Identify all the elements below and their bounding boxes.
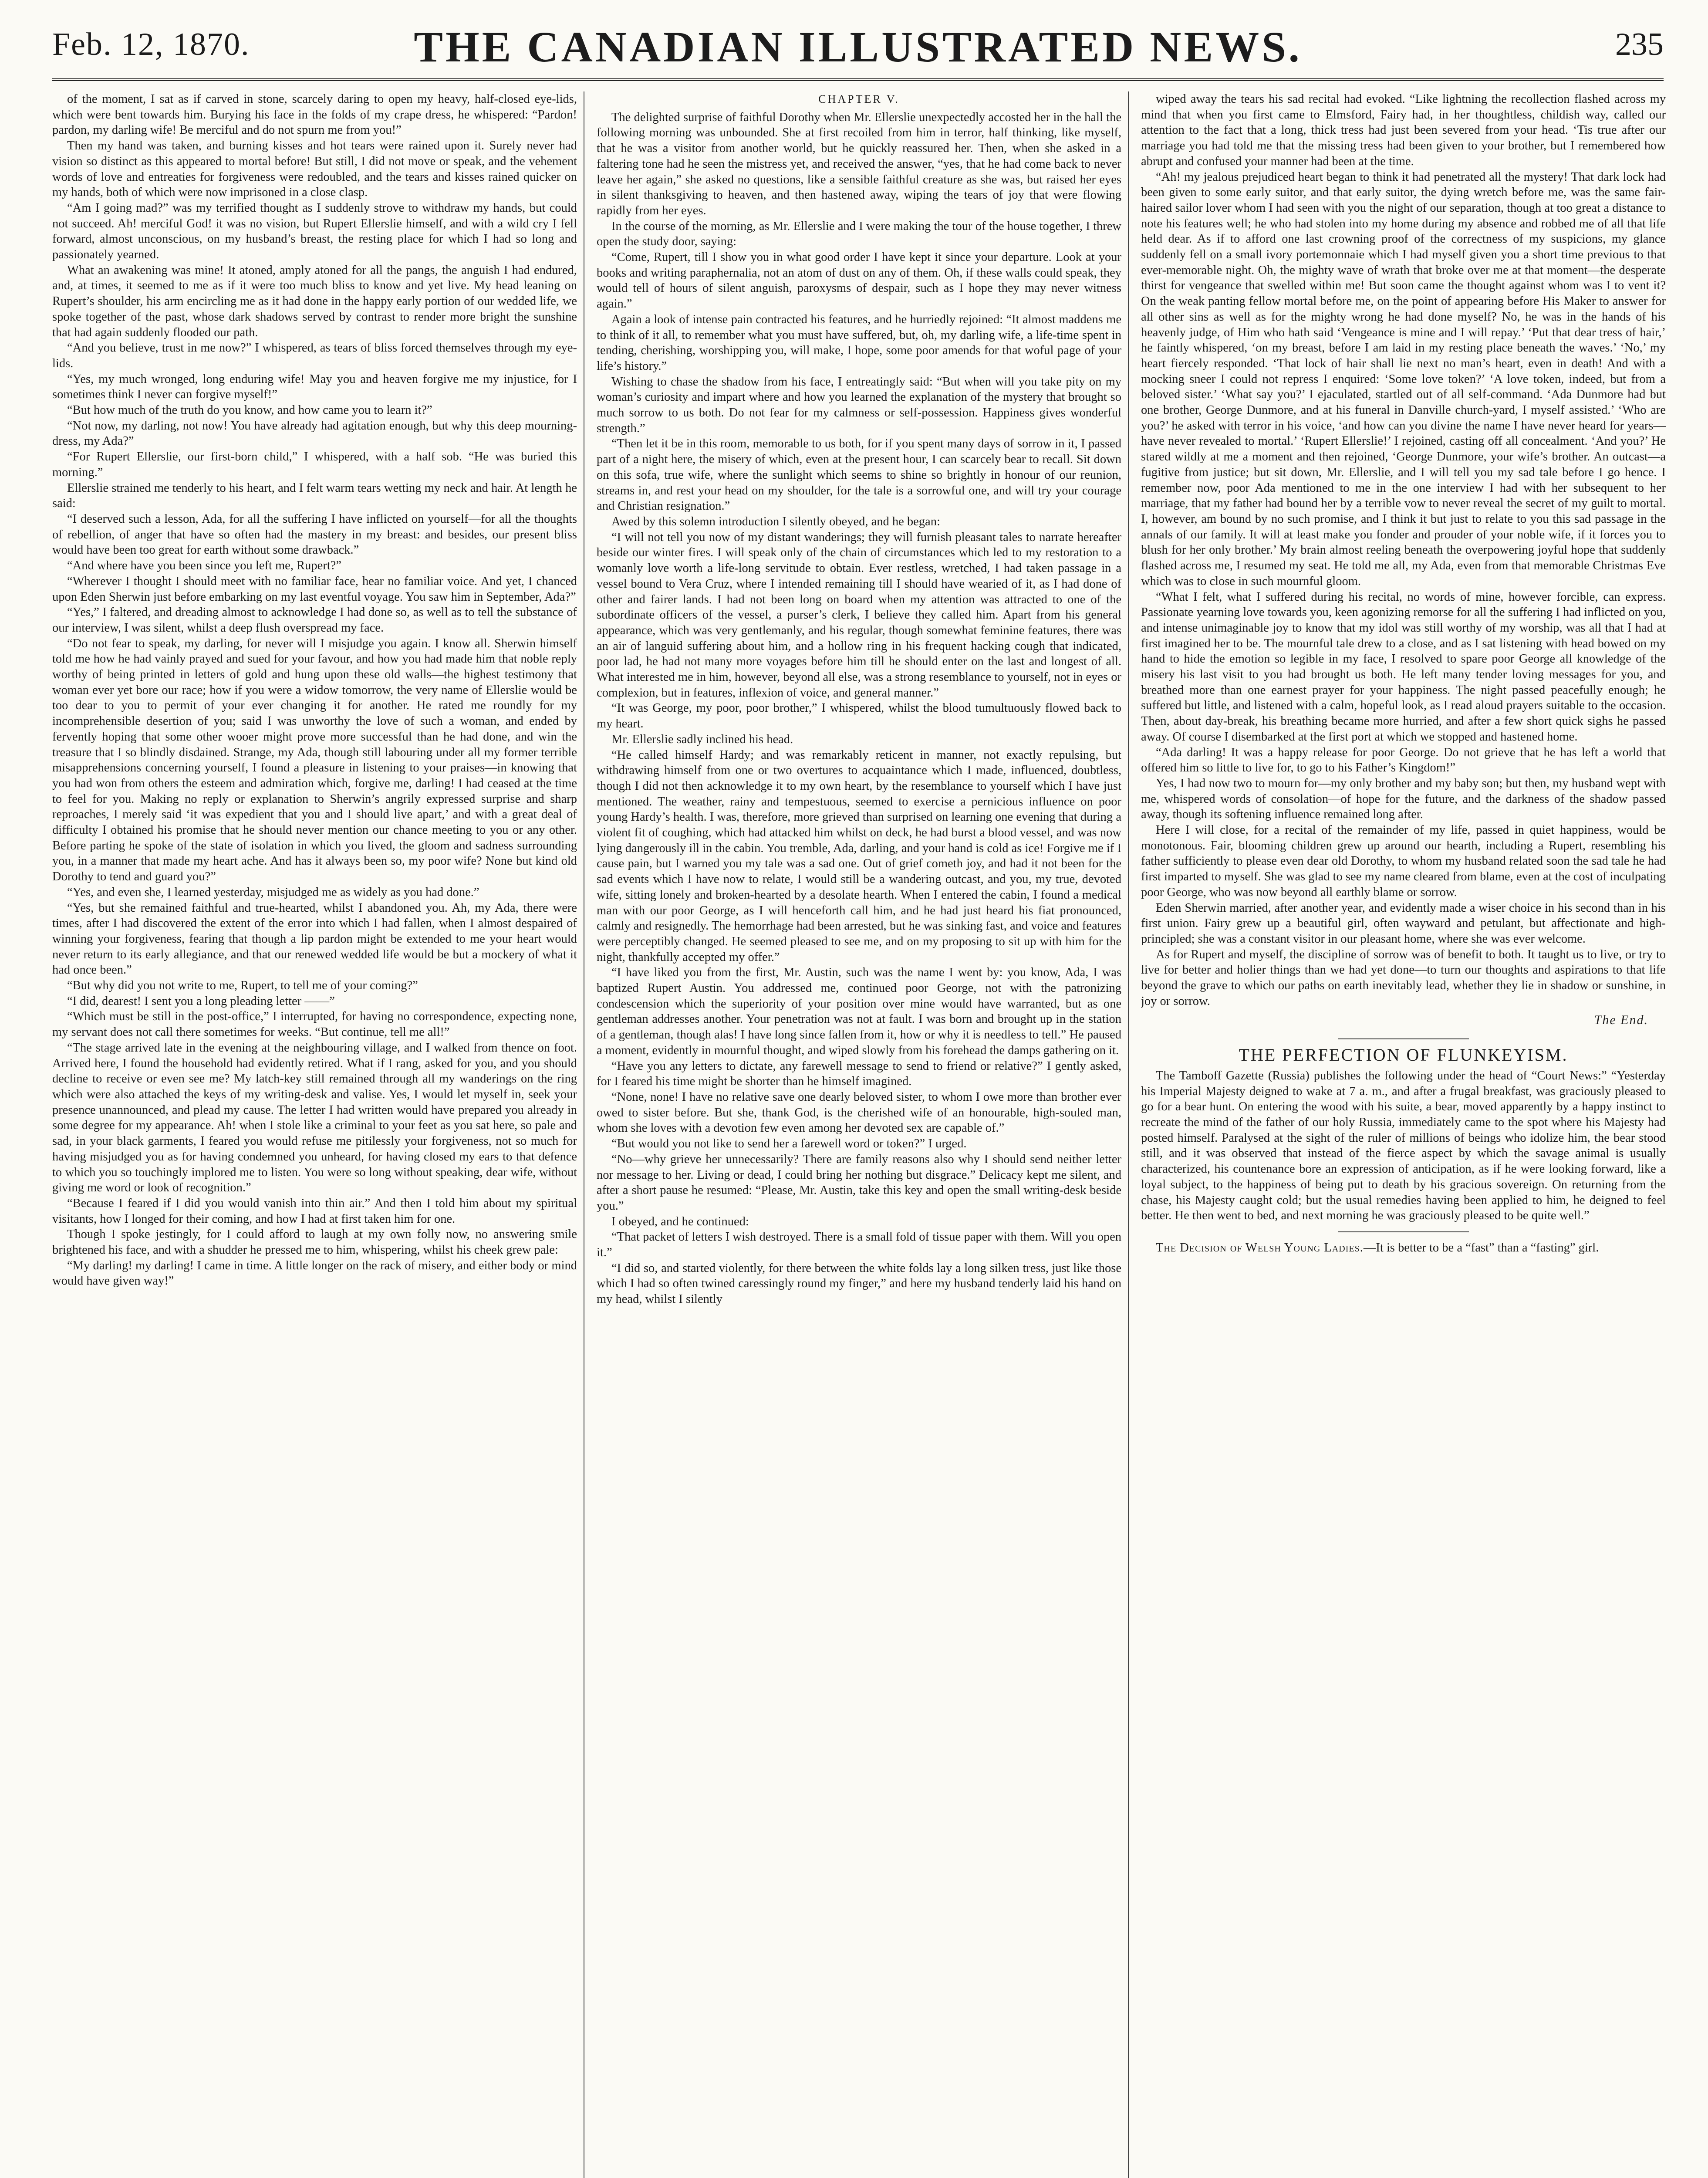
masthead <box>52 17 1664 81</box>
brief-lead: The Decision of Welsh Young Ladies. <box>1156 1241 1364 1255</box>
paragraph: “Ada darling! It was a happy release for poor George. Do not grieve that he has left a world that offered him so little to live for, to go to his Father’s Kingdom!” <box>1141 745 1666 775</box>
chapter-heading: CHAPTER V. <box>818 93 900 105</box>
section-separator <box>1338 1038 1469 1039</box>
paragraph: “That packet of letters I wish destroyed. There is a small fold of tissue paper with them. Will you open it.” <box>597 1230 1121 1260</box>
paragraph: The delighted surprise of faithful Dorothy when Mr. Ellerslie unexpectedly accosted her in the hall the following morning was unbounded. She at first recoiled from him in terror, half thinking, like myself, that he was a visitor from another world, but he quickly reassured her. Then, when she asked in a faltering tone had he seen the mistress yet, and received the answer, “yes, that he had come back to never leave her again,” she asked no questions, like a sensible faithful creature as she was, but raised her eyes in silent thanksgiving to heaven, and then hastened away, wiping the tears of joy that were flowing rapidly from her eyes. <box>597 110 1121 217</box>
paragraph: Awed by this solemn introduction I silently obeyed, and he began: <box>611 514 940 528</box>
newspaper-title: THE CANADIAN ILLUSTRATED NEWS. <box>414 23 1302 71</box>
column-divider <box>1128 91 1129 2178</box>
paragraph: Ellerslie strained me tenderly to his heart, and I felt warm tears wetting my neck and hair. At length he said: <box>52 481 577 511</box>
paragraph: In the course of the morning, as Mr. Ellerslie and I were making the tour of the house together, I threw open the study door, saying: <box>597 219 1121 249</box>
paragraph: “Wherever I thought I should meet with no familiar face, hear no familiar voice. And yet, I chanced upon Eden Sherwin just before embarking on my last eventful voyage. You saw him in September, Ada?” <box>52 574 577 604</box>
paragraph: “None, none! I have no relative save one dearly beloved sister, to whom I owe more than brother ever owed to sister before. But she, thank God, is the cherished wife of an honourable, high-souled man, whom she loves with a devotion few even among her devoted sex are capable of.” <box>597 1090 1121 1135</box>
paragraph: “Yes, and even she, I learned yesterday, misjudged me as widely as you had done.” <box>67 885 479 899</box>
paragraph: Again a look of intense pain contracted his features, and he hurriedly rejoined: “It almost maddens me to think of it all, to remember what you must have suffered, but, oh, my darling wife, a life-time spent in tending, cherishing, worshipping you, will make, I hope, some poor amends for that woful page of your life’s history.” <box>597 312 1121 373</box>
paragraph: “Not now, my darling, not now! You have already had agitation enough, but why this deep mourning-dress, my Ada?” <box>52 419 577 448</box>
paragraph: Mr. Ellerslie sadly inclined his head. <box>611 732 793 746</box>
section-separator <box>1338 1231 1469 1232</box>
paragraph: “I did so, and started violently, for there between the white folds lay a long silken tress, just like those which I had so often twined caressingly round my finger,” and here my husband tenderly laid his hand on my head, whilst I silently <box>597 1261 1121 1306</box>
paragraph: “The stage arrived late in the evening at the neighbouring village, and I walked from thence on foot. Arrived here, I found the household had evidently retired. What if I rang, asked for you, and you should decline to receive or even see me? My latch-key still remained through all my wanderings on the ring which were also attached the keys of my writing-desk and valise. Yes, I would let myself in, seek your presence unannounced, and plead my cause. The letter I had written would have prepared you already in some degree for my appearance. Ah! when I stole like a criminal to your feet as you sat here, so pale and sad, in your black garments, I feared you would refuse me pitilessly your forgiveness, not so much for having misjudged you as for having condemned you unheard, for having closed my ears to that defence to which you so touchingly implored me to listen. You were so long without speaking, dear wife, without giving me word or look of recognition.” <box>52 1041 577 1195</box>
paragraph: “Have you any letters to dictate, any farewell message to send to friend or relative?” I gently asked, for I feared his time might be shorter than he himself imagined. <box>597 1059 1121 1089</box>
paragraph: “But how much of the truth do you know, and how came you to learn it?” <box>67 403 432 417</box>
paragraph: “Yes, but she remained faithful and true-hearted, whilst I abandoned you. Ah, my Ada, there were times, after I had discovered the extent of the error into which I had fallen, when I almost despaired of winning your forgiveness, fearing that though a lip pardon might be extended to me your heart would never return to its early allegiance, and that our renewed wedded life would be but a mockery of what it had once been.” <box>52 901 577 977</box>
paragraph: “I did, dearest! I sent you a long pleading letter ——” <box>67 994 335 1008</box>
paragraph: I obeyed, and he continued: <box>611 1214 749 1228</box>
paragraph: “Because I feared if I did you would vanish into thin air.” And then I told him about my spiritual visitants, how I longed for their coming, and how I had at first taken him for one. <box>52 1196 577 1226</box>
paragraph: Wishing to chase the shadow from his face, I entreatingly said: “But when will you take pity on my woman’s curiosity and impart where and how you learned the explanation of the mystery that brought so much sorrow to us both. Do not fear for my calmness or self-possession. Happiness gives wonderful strength.” <box>597 375 1121 435</box>
paragraph: “What I felt, what I suffered during his recital, no words of mine, however forcible, can express. Passionate yearning love towards you, keen agonizing remorse for all the suffering I had inflicted on you, and intense unimaginable joy to know that my idol was still worthy of my worship, was all that I had at first imagined her to be. The mournful tale drew to a close, and as I sat listening with head bowed on my hand to hide the emotion so legible in my face, I resolved to spare poor George all knowledge of the misery his last visit to you had brought us both. He left many tender loving messages for you, and breathed more than one earnest prayer for your happiness. The night passed peacefully enough; he suffered but little, and listened with a calm, hopeful look, as I read aloud prayers suitable to the occasion. Then, about day-break, his breathing became more hurried, and after a few short quick sighs he passed away. Of course I disembarked at the first port at which we stopped and hastened home. <box>1141 590 1666 744</box>
paragraph: “Which must be still in the post-office,” I interrupted, for having no correspondence, expecting none, my servant does not call there sometimes for weeks. “But continue, tell me all!” <box>52 1010 577 1039</box>
issue-date: Feb. 12, 1870. <box>52 27 250 62</box>
paragraph: “Yes, my much wronged, long enduring wife! May you and heaven forgive me my injustice, for I sometimes think I never can forgive myself!” <box>52 372 577 402</box>
paragraph: “Come, Rupert, till I show you in what good order I have kept it since your departure. Look at your books and writing paraphernalia, not an atom of dust on any of them. Oh, if these walls could speak, they would tell of hours of silent anguish, paroxysms of despair, such as I hope they may never witness again.” <box>597 250 1121 311</box>
story-conclusion <box>1141 91 1666 1009</box>
paragraph: Then my hand was taken, and burning kisses and hot tears were rained upon it. Surely never had vision so distinct as this appeared to mortal before! But still, I did not move or speak, and the vehement words of love and entreaties for forgiveness were redoubled, and the tears and kisses rained quicker on my hands, both of which were now imprisoned in a close clasp. <box>52 139 577 200</box>
paragraph: “I will not tell you now of my distant wanderings; they will furnish pleasant tales to narrate hereafter beside our winter fires. I will speak only of the chain of circumstances which led to my restoration to a womanly love worth a life-long servitude to obtain. Ever restless, wretched, I had taken passage in a vessel bound to Vera Cruz, where I intended remaining till I should have wearied of it, as I had done of other and fairer lands. I had not been long on board when my attention was attracted to one of the subordinate officers of the vessel, a purser’s clerk, I believe they called him. Apart from his general appearance, which was very gentlemanly, and his regular, though somewhat feminine features, there was an air of languid suffering about him, and a hollow ring in his frequent hacking cough that indicated, poor lad, he had not many more voyages before him till he should enter on the last and longest of all. What interested me in him, however, beyond all else, was a strong resemblance to yourself, not in eyes or complexion, but in features, inflexion of voice, and general manner.” <box>597 530 1121 700</box>
paragraph: Though I spoke jestingly, for I could afford to laugh at my own folly now, no answering smile brightened his face, and with a shudder he pressed me to him, whispering, whilst his cheek grew pale: <box>52 1228 577 1257</box>
paragraph: “Do not fear to speak, my darling, for never will I misjudge you again. I know all. Sherwin himself told me how he had vainly prayed and sued for your favour, and how you had made him that noble reply worthy of being printed in letters of gold and hung upon these old walls—the highest testimony that woman ever yet bore our race; how if you were a widow tomorrow, the very name of Ellerslie would be too dear to you to permit of your ever changing it for another. He rated me roundly for my incomprehensible desertion of you; said I was unworthy the love of such a woman, and ended by fervently hoping that some other wooer might prove more successful than he had done, and win the treasure that I so blindly disdained. Strange, my Ada, though still labouring under all my former terrible misapprehensions concerning yourself, I found a pleasure in listening to your praises—in knowing that you had won from others the esteem and admiration which, forgive me, darling! I had ceased at the time to feel for you. Making no reply or explanation to Sherwin’s angrily expressed surprise and sharp reproaches, I merely said ‘it was expedient that you and I should live apart,’ and with a great deal of difficulty I obtained his promise that he should never mention our chance meeting to you or any other. Before parting he spoke of the state of isolation in which you lived, the gloom and sadness surrounding you, in a manner that made my heart ache. And has it always been so, my poor wife? None but kind old Dorothy to tend and guard you?” <box>52 636 577 884</box>
paragraph: The Tamboff Gazette (Russia) publishes the following under the head of “Court News:” “Yesterday his Imperial Majesty deigned to wake at 7 a. m., and after a frugal breakfast, was graciously pleased to go for a bear hunt. On entering the wood with his suite, a bear, moved apparently by a happy instinct to recreate the mind of the father of our holy Russia, immediately came to the spot where his Majesty had posted himself. Paralysed at the sight of the ruler of millions of beings who idolize him, the bear stood still, and it was observed that instead of the fierce aspect by which the savage animal is usually characterized, his countenance bore an expression of anticipation, as if he were looking forward, like a loyal subject, to the happiness of being put to death by his gracious sovereign. On returning from the chase, his Majesty caught cold; but the usual remedies having been applied to him, he deigned to feel better. He then went to bed, and next morning he was graciously pleased to be quite well.” <box>1141 1069 1666 1223</box>
paragraph: As for Rupert and myself, the discipline of sorrow was of benefit to both. It taught us to live, or try to live for better and holier things than we had yet done—to turn our thoughts and aspirations to that life beyond the grave to which our paths on earth inevitably lead, whether they lie in shadow or sunshine, in joy or sorrow. <box>1141 947 1666 1008</box>
left-column <box>52 91 577 2178</box>
paragraph: Yes, I had now two to mourn for—my only brother and my baby son; but then, my husband wept with me, whispered words of consolation—of hope for the future, and the darkness of the shadow passed away, though its softening influence remained long after. <box>1141 776 1666 822</box>
right-column <box>1141 91 1666 2178</box>
paragraph: “For Rupert Ellerslie, our first-born child,” I whispered, with a half sob. “He was buried this morning.” <box>52 450 577 479</box>
paragraph: wiped away the tears his sad recital had evoked. “Like lightning the recollection flashed across my mind that when you first came to Elmsford, Fairy had, in her thoughtless, childish way, called our attention to the fact that a long, thick tress had just been severed from your head. ‘Tis true after our marriage you had told me that the missing tress had been given to your brother, but I remembered how abrupt and confused your manner had been at the time. <box>1141 92 1666 168</box>
paragraph: “Ah! my jealous prejudiced heart began to think it had penetrated all the mystery! That dark lock had been given to some early suitor, and that early suitor, the dying wretch before me, was the same fair-haired sailor lover whom I had seen with you the night of our separation, though at too great a distance to note his features well; he who had stolen into my home during my absence and robbed me of all that life held dear. As if to afford one last crowning proof of the correctness of my suspicions, my glance suddenly fell on a small ivory portemonnaie which I had myself given you a short time previous to that ever-memorable night. Oh, the mighty wave of wrath that broke over me at that moment—the desperate thirst for vengeance that swelled within me! But soon came the thought against whom was I to vent it? On the weak panting fellow mortal before me, on the point of appearing before His Maker to answer for all other sins as well as for the mighty wrong he had done myself? No, he was in the hands of his heavenly judge, of Him who hath said ‘Vengeance is mine and I will repay.’ ‘Put that dear tress of hair,’ he faintly whispered, ‘on my breast, before I am laid in my resting place beneath the waves.’ ‘No,’ my heart fiercely responded. ‘That lock of hair shall lie next no man’s heart, even in death! And with a mocking sneer I could not repress I enquired: ‘Some love token?’ ‘A love token, indeed, but from a beloved sister.’ ‘What say you?’ I ejaculated, startled out of all self-command. ‘Ada Dunmore had but one brother, George Dunmore, and at his funeral in Danville church-yard, I myself assisted.’ ‘Who are you?’ he asked with terror in his voice, ‘and how can you divine the name I have never heard for years—have never revealed to mortal.’ ‘Rupert Ellerslie!’ I rejoined, casting off all concealment. ‘And you?’ He stared wildly at me a moment and then rejoined, ‘George Dunmore, your wife’s brother. An outcast—a fugitive from justice; but sit down, Mr. Ellerslie, and I will tell you my sad tale before I go hence. I remember now, poor Ada mentioned to me in the one interview I had with her subsequent to her marriage, that my father had bound her by a terrible vow to never reveal the secret of my guilt to mortal. I, however, am bound by no such promise, and I think it but just to relate to you this sad passage in the annals of our family. It will at least make you fonder and prouder of your noble wife, if it forces you to blush for her only brother.’ My brain almost reeling beneath the overpowering joyful hope that suddenly flashed across me, I resumed my seat. He told me all, my Ada, even from that memorable Christmas Eve which was to close in such mournful gloom. <box>1141 170 1666 588</box>
paragraph: “I deserved such a lesson, Ada, for all the suffering I have inflicted on yourself—for all the thoughts of rebellion, of anger that have so often had the mastery in my breast: and besides, our present bliss would have been too great for earth without some drawback.” <box>52 512 577 557</box>
paragraph: “My darling! my darling! I came in time. A little longer on the rack of misery, and either body or mind would have given way!” <box>52 1258 577 1288</box>
paragraph: “Am I going mad?” was my terrified thought as I suddenly strove to withdraw my hands, but could not succeed. Ah! merciful God! it was no vision, but Rupert Ellerslie himself, and with a wild cry I fell forward, almost unconscious, on my husband’s breast, the resting place for which I had so long and passionately yearned. <box>52 201 577 262</box>
paragraph: “And you believe, trust in me now?” I whispered, as tears of bliss forced themselves through my eye-lids. <box>52 341 577 370</box>
paragraph: “Yes,” I faltered, and dreading almost to acknowledge I had done so, as well as to tell the substance of our interview, I was silent, whilst a deep flush overspread my face. <box>52 605 577 635</box>
middle-column <box>597 91 1121 2178</box>
page-number: 235 <box>1615 27 1664 62</box>
brief-item <box>1141 1240 1666 1256</box>
paragraph: What an awakening was mine! It atoned, amply atoned for all the pangs, the anguish I had endured, and, at times, it seemed to me as if it were too much bliss to know and yet live. My head leaning on Rupert’s shoulder, his arm encircling me as it had done in the happy early portion of our wedded life, we spoke together of the past, whose dark shadows served by contrast to render more bright the sunshine that had again suddenly flooded our path. <box>52 263 577 339</box>
paragraph: “No—why grieve her unnecessarily? There are family reasons also why I should send neither letter nor message to her. Living or dead, I could bring her nothing but disgrace.” Delicacy kept me silent, and after a short pause he resumed: “Please, Mr. Austin, take this key and open the small writing-desk beside you.” <box>597 1152 1121 1213</box>
article-title: THE PERFECTION OF FLUNKEYISM. <box>1239 1045 1568 1065</box>
paragraph: “But why did you not write to me, Rupert, to tell me of your coming?” <box>67 979 418 993</box>
article-body <box>1141 1068 1666 1224</box>
brief-text: —It is better to be a “fast” than a “fasting” girl. <box>1363 1241 1599 1255</box>
paragraph: “He called himself Hardy; and was remarkably reticent in manner, not exactly repulsing, but withdrawing himself from one or two overtures to acquaintance which I made, influenced, doubtless, though I did not then acknowledge it to my own heart, by the resemblance to yourself which I have just mentioned. The weather, rainy and tempestuous, seemed to exercise a pernicious influence on poor young Hardy’s health. I was, therefore, more grieved than surprised on learning one evening that during a violent fit of coughing, which had attacked him whilst on deck, he had burst a blood vessel, and was now lying dangerously ill in the cabin. You tremble, Ada, darling, and your hand is cold as ice! Forgive me if I cause pain, but I warned you my tale was a sad one. Out of grief cometh joy, and had it not been for the sad events which I have now to relate, I would still be a wandering outcast, and you, my true, devoted wife, sitting lonely and broken-hearted by a desolate hearth. When I entered the cabin, I found a medical man with our poor George, as I will henceforth call him, and he had just heard his fiat pronounced, calmly and resignedly. The hemorrhage had been arrested, but he was sinking fast, and voice and features were perceptibly changed. He seemed pleased to see me, and on my proposing to sit up with him for the night, thankfully accepted my offer.” <box>597 748 1121 964</box>
paragraph: “I have liked you from the first, Mr. Austin, such was the name I went by: you know, Ada, I was baptized Rupert Austin. You addressed me, continued poor George, not with the patronizing condescension which the superiority of your position over mine would have warranted, but as one gentleman addresses another. Your penetration was not at fault. I was born and brought up in the station of a gentleman, though alas! I have long since fallen from it, how or why it is needless to tell.” He paused a moment, evidently in mournful thought, and wiped slowly from his forehead the damps gathering on it. <box>597 966 1121 1057</box>
paragraph: “It was George, my poor, poor brother,” I whispered, whilst the blood tumultuously flowed back to my heart. <box>597 701 1121 731</box>
paragraph: “Then let it be in this room, memorable to us both, for if you spent many days of sorrow in it, I passed part of a night here, the misery of which, even at the present hour, I can scarcely bear to recall. Sit down on this sofa, true wife, where the sunlight which seems to shine so brightly in honour of our reunion, streams in, and rest your head on my shoulder, for the tale is a sorrowful one, and will try your courage and Christian resignation.” <box>597 437 1121 513</box>
paragraph: “But would you not like to send her a farewell word or token?” I urged. <box>611 1137 967 1151</box>
the-end-mark: The End. <box>1594 1013 1648 1028</box>
paragraph: “And where have you been since you left me, Rupert?” <box>67 559 341 573</box>
paragraph: Eden Sherwin married, after another year, and evidently made a wiser choice in his second than in his first union. Fairy grew up a beautiful girl, often wayward and petulant, but affectionate and high-principled; she was a constant visitor in our pleasant home, where she was ever welcome. <box>1141 901 1666 946</box>
paragraph: of the moment, I sat as if carved in stone, scarcely daring to open my heavy, half-closed eye-lids, which were bent towards him. Burying his face in the folds of my crape dress, he whispered: “Pardon! pardon, my darling wife! Be merciful and do not spurn me from you!” <box>52 92 577 137</box>
chapter-text <box>597 110 1121 1307</box>
paragraph: Here I will close, for a recital of the remainder of my life, passed in quiet happiness, would be monotonous. Fair, blooming children grew up around our hearth, including a Rupert, resembling his father sufficiently to please even dear old Dorothy, to whom my husband related soon the sad tale he had first imparted to myself. She was glad to see my name cleared from blame, even at the cost of inculpating poor George, who was now beyond all earthly blame or sorrow. <box>1141 823 1666 899</box>
